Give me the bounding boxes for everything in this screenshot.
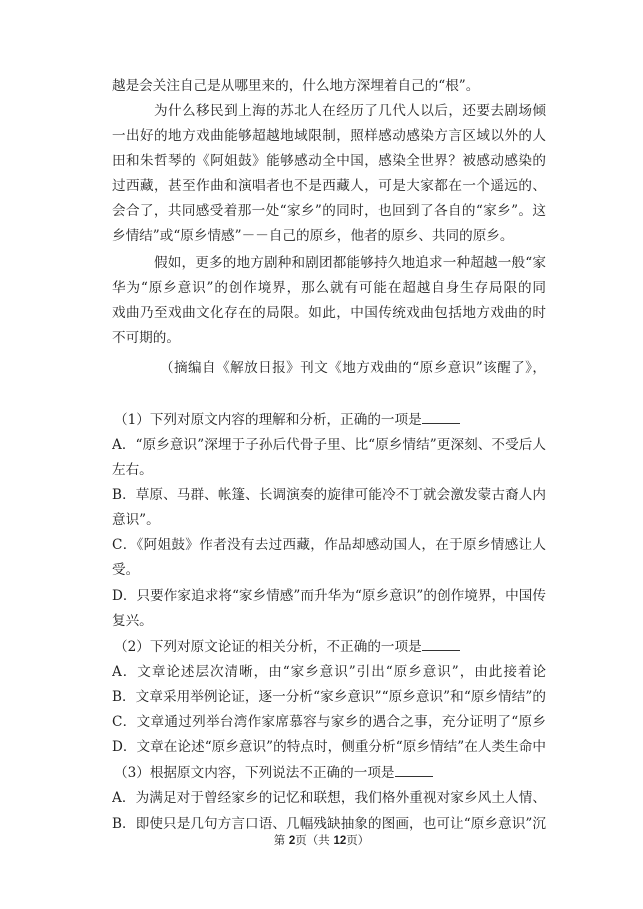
passage-line: 乡情结”或“原乡情感”－－自己的原乡，他者的原乡、共同的原乡。	[112, 228, 514, 244]
question-2-stem	[114, 638, 548, 656]
footer-text: 页）	[346, 833, 370, 847]
answer-blank	[395, 764, 433, 777]
option-line: A．文章论述层次清晰，由“家乡意识”引出“原乡意识”，由此接着论	[112, 664, 546, 680]
question-stem-text: （3）根据原文内容，下列说法不正确的一项是	[114, 765, 395, 781]
option-line: D．文章在论述“原乡意识”的特点时，侧重分析“原乡情结”在人类生命中	[112, 739, 546, 755]
total-pages: 12	[333, 835, 347, 847]
passage-line: 华为“原乡意识”的创作境界，那么就有可能在超越自身生存局限的同	[112, 280, 546, 296]
footer-text: 页（共	[295, 833, 334, 847]
option-line: D．只要作家追求将“家乡情感”而升华为“原乡意识”的创作境界，中国传	[112, 588, 546, 604]
option-line: B．草原、马群、帐篷、长调演奏的旋律可能冷不丁就会激发蒙古裔人内	[112, 487, 546, 503]
passage-line: 田和朱哲琴的《阿姐鼓》能够感动全中国，感染全世界？被感动感染的	[112, 153, 546, 169]
option-line: C．《阿姐鼓》作者没有去过西藏，作品却感动国人，在于原乡情感让人	[112, 537, 546, 553]
option-line: B．文章采用举例论证，逐一分析“家乡意识”“原乡意识”和“原乡情结”的	[112, 689, 546, 705]
answer-blank	[422, 638, 460, 651]
page-footer	[0, 832, 643, 848]
footer-text: 第	[273, 833, 289, 847]
passage-line: 戏曲乃至戏曲文化存在的局限。如此，中国传统戏曲包括地方戏曲的时	[112, 305, 546, 321]
option-line: 左右。	[112, 462, 153, 478]
passage-line: 一出好的地方戏曲能够超越地域限制，照样感动感染方言区域以外的人	[112, 128, 546, 144]
passage-line: 为什么移民到上海的苏北人在经历了几代人以后，还要去剧场倾	[154, 103, 546, 119]
citation: （摘编自《解放日报》刊文《地方戏曲的“原乡意识”该醒了》，	[160, 360, 546, 376]
answer-blank	[422, 411, 460, 424]
question-1-stem	[114, 411, 548, 429]
question-stem-text: （2）下列对原文论证的相关分析，不正确的一项是	[114, 639, 422, 655]
question-stem-text: （1）下列对原文内容的理解和分析，正确的一项是	[114, 412, 422, 428]
passage-line: 越是会关注自己是从哪里来的，什么地方深埋着自己的“根”。	[112, 78, 480, 94]
option-line: C．文章通过列举台湾作家席慕容与家乡的遇合之事，充分证明了“原乡	[112, 714, 546, 730]
passage-line: 会合了，共同感受着那一处“家乡”的同时，也回到了各自的“家乡”。这	[112, 203, 546, 219]
option-line: 意识”。	[112, 512, 160, 528]
page-number: 2	[288, 835, 296, 847]
option-line: B．即使只是几句方言口语、几幅残缺抽象的图画，也可让“原乡意识”沉	[112, 816, 546, 832]
option-line: 复兴。	[112, 613, 153, 629]
question-3-stem	[114, 764, 548, 782]
option-line: A．“原乡意识”深埋于子孙后代骨子里、比“原乡情结”更深刻、不受后人	[112, 437, 546, 453]
option-line: 受。	[112, 562, 140, 578]
passage-line: 过西藏，甚至作曲和演唱者也不是西藏人，可是大家都在一个遥远的、	[112, 178, 546, 194]
option-line: A．为满足对于曾经家乡的记忆和联想，我们格外重视对家乡风土人情、	[112, 790, 546, 806]
passage-line: 假如，更多的地方剧种和剧团都能够持久地追求一种超越一般“家	[154, 255, 546, 271]
passage-line: 不可期的。	[112, 330, 180, 346]
